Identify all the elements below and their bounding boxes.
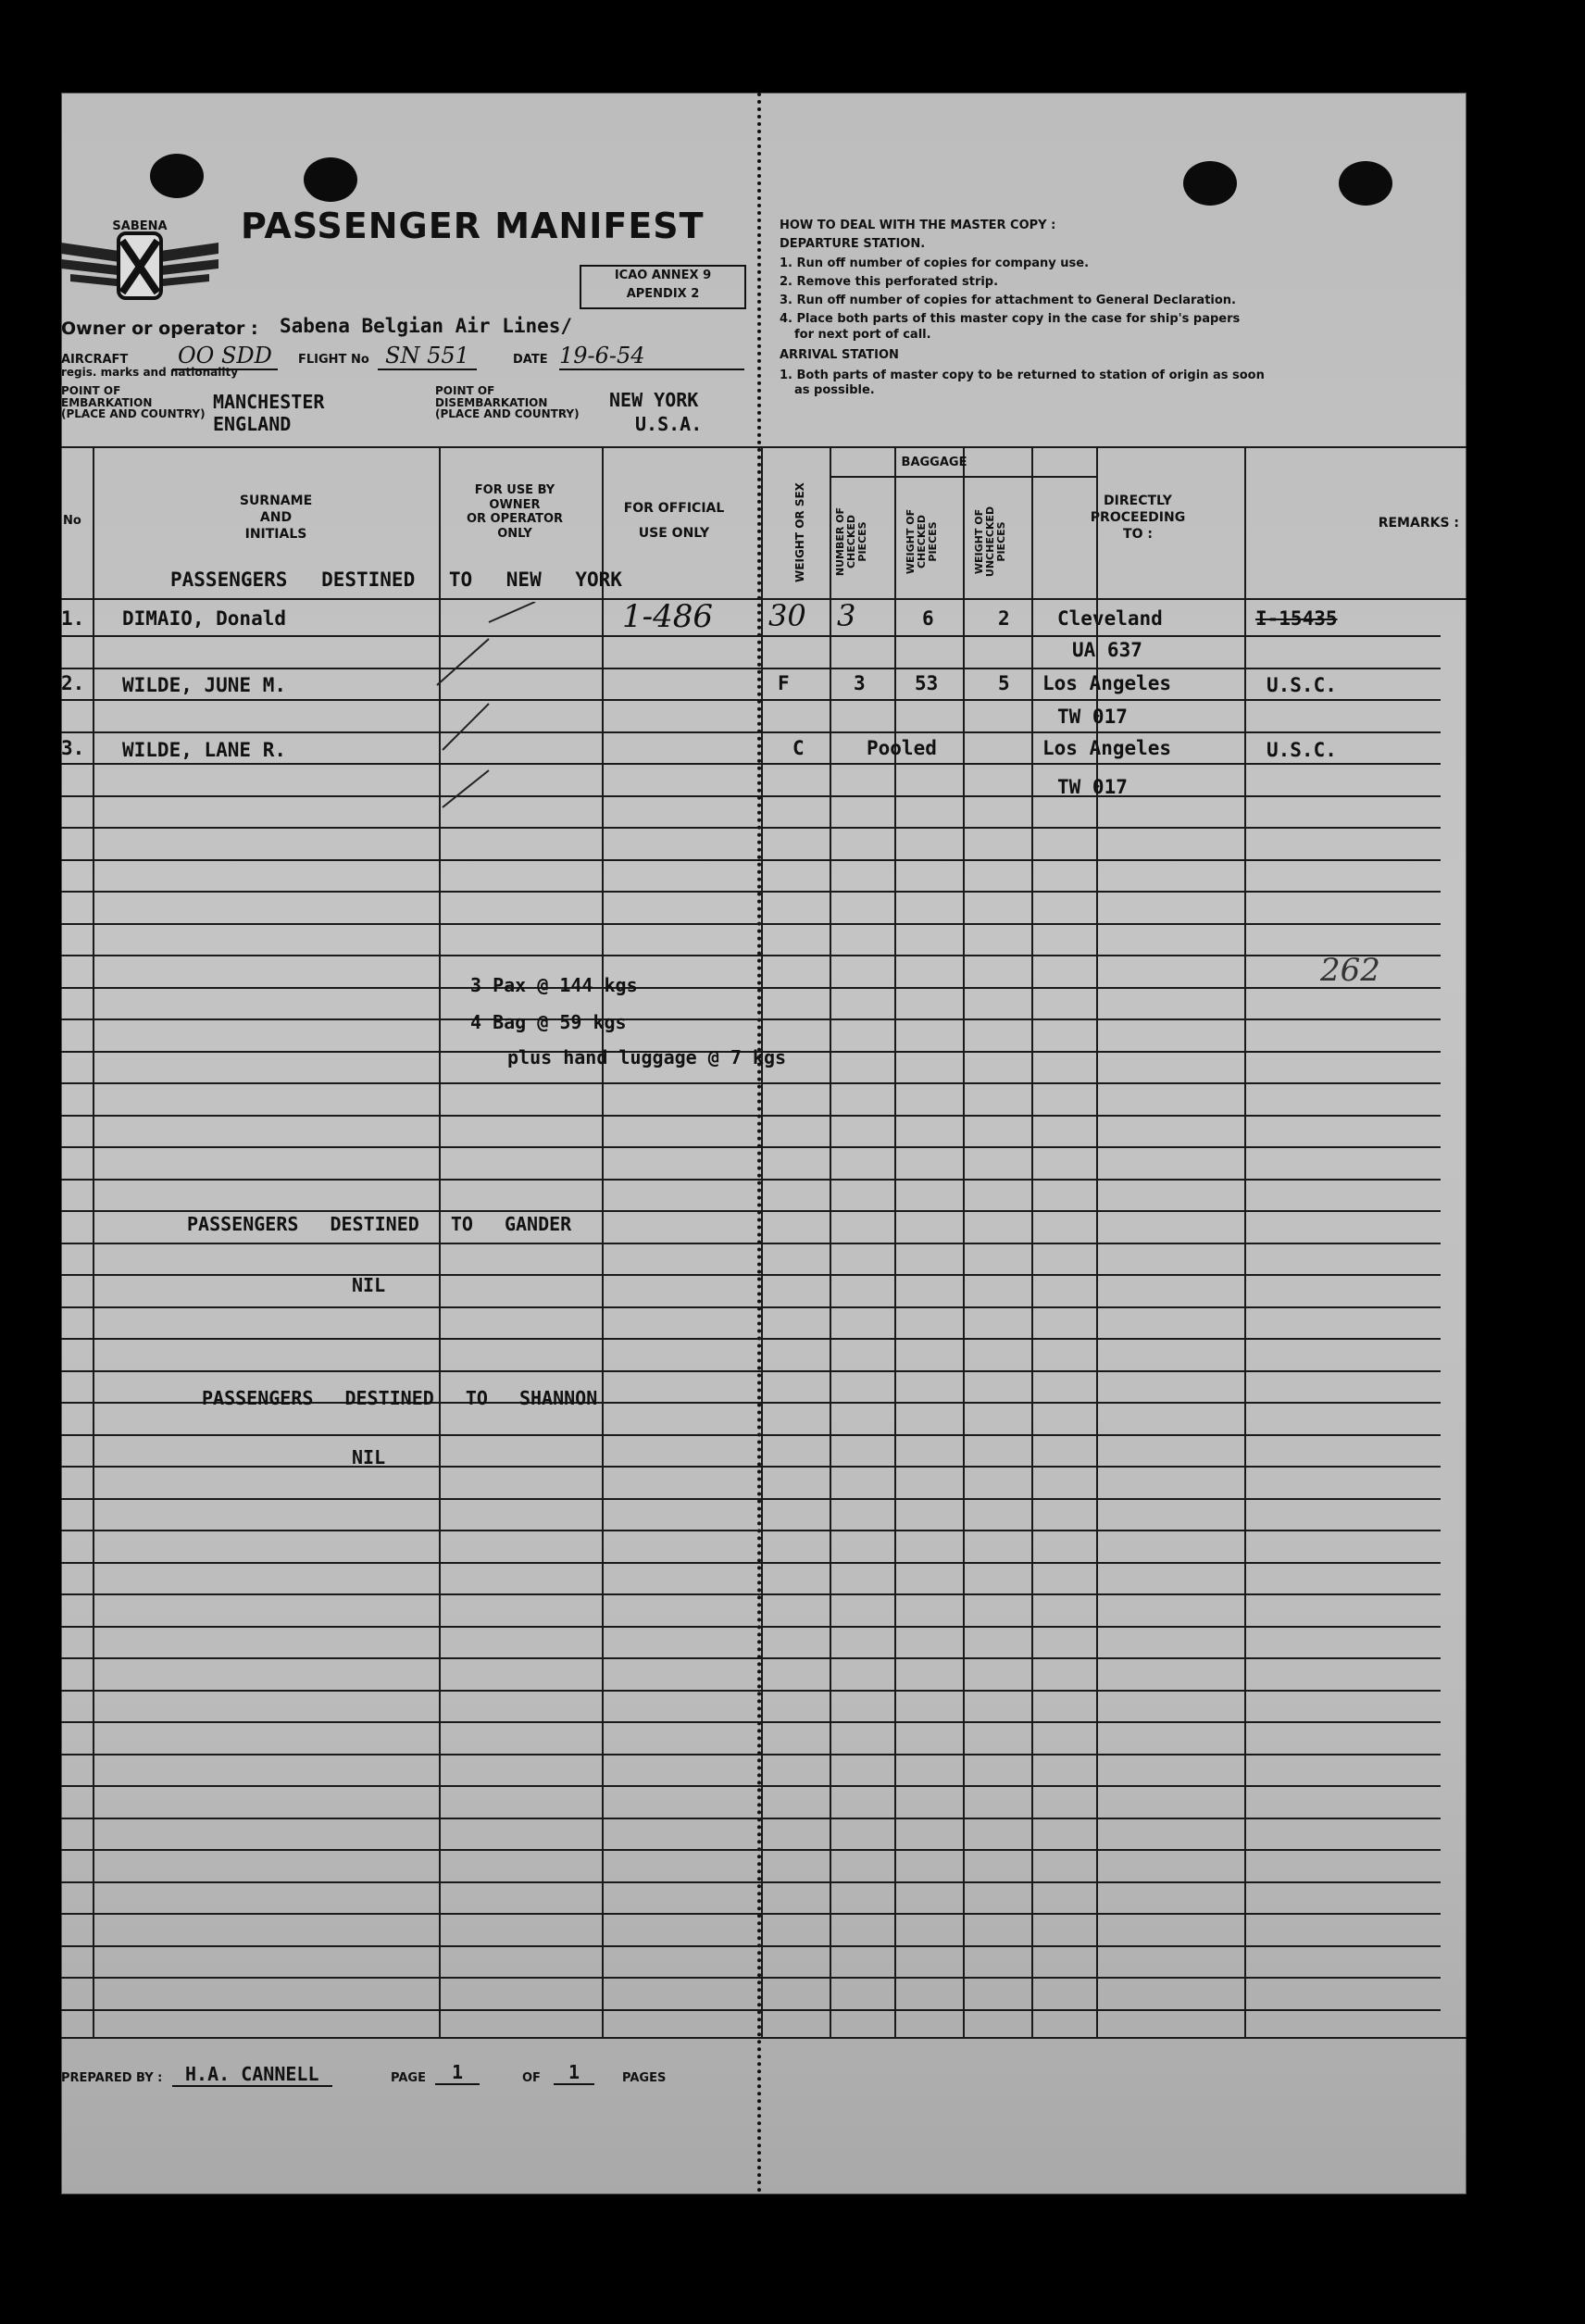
header-bottom-rule (61, 598, 1466, 600)
embark-label-2: EMBARKATION (61, 395, 153, 409)
column-rule (963, 448, 965, 2037)
aircraft-label: AIRCRAFT (61, 353, 129, 367)
header-no: No (63, 514, 81, 528)
header-directly (1042, 493, 1233, 544)
row-rule (61, 859, 1441, 861)
header-line: DIRECTLY (1104, 494, 1172, 508)
row-rule (61, 827, 1441, 829)
prepared-label: PREPARED BY : (61, 2071, 163, 2085)
disembark-label-1: POINT OF (435, 384, 495, 397)
instruction-item: 4. Place both parts of this master copy in the case for ship's papers (780, 312, 1241, 327)
flight-label: FLIGHT No (298, 353, 369, 367)
header-line: WEIGHT OF (905, 508, 917, 575)
instruction-item: 3. Run off number of copies for attachment to General Declaration. (780, 294, 1236, 307)
header-checked-weight (905, 491, 939, 593)
row-rule (61, 1274, 1441, 1276)
totals-hand: plus hand luggage @ 7 kgs (507, 1046, 787, 1068)
header-line: PIECES (927, 521, 940, 562)
header-line: AND (259, 510, 293, 526)
row-rule (61, 1306, 1441, 1308)
passenger-destination: Los Angeles (1042, 737, 1172, 759)
header-owner-use (443, 483, 587, 541)
row-rule (61, 1243, 1441, 1244)
header-line: TO : (1123, 527, 1153, 543)
passenger-destination: Cleveland (1057, 607, 1163, 630)
instruction-item: 2. Remove this perforated strip. (780, 274, 999, 289)
section-newyork: PASSENGERS DESTINED TO NEW YORK (170, 569, 622, 591)
row-rule (61, 1977, 1441, 1979)
row-rule (61, 635, 1441, 637)
passenger-pieces: Pooled (867, 737, 937, 759)
owner-check-marks (424, 602, 591, 815)
table-top-rule (61, 446, 1466, 448)
row-rule (61, 1785, 1441, 1787)
instruction-item: 1. Both parts of master copy to be returned to station of origin as soon (780, 369, 1265, 382)
header-line: WEIGHT OF (973, 508, 985, 575)
section-shannon: PASSENGERS DESTINED TO SHANNON (202, 1387, 598, 1409)
date-value: 19-6-54 (559, 343, 744, 370)
page-value: 1 (435, 2061, 480, 2085)
svg-text:SABENA: SABENA (112, 219, 168, 233)
column-rule (830, 448, 831, 2037)
row-rule (61, 1115, 1441, 1117)
header-surname (146, 493, 406, 544)
row-rule (61, 668, 1441, 669)
page-title: PASSENGER MANIFEST (241, 206, 705, 246)
row-rule (61, 1657, 1441, 1659)
embark-label-3: (PLACE AND COUNTRY) (61, 407, 206, 421)
passenger-name: WILDE, LANE R. (122, 739, 287, 761)
row-rule (61, 1721, 1441, 1723)
passenger-no: 3. (61, 737, 85, 759)
header-checked-pieces (835, 491, 868, 593)
header-line: PIECES (995, 521, 1008, 562)
shannon-nil: NIL (352, 1446, 386, 1468)
date-label: DATE (513, 353, 548, 367)
embark-value: MANCHESTER (213, 391, 325, 413)
header-line: FOR OFFICIAL (623, 501, 725, 516)
passenger-remarks: U.S.C. (1267, 739, 1337, 761)
row-rule (61, 1881, 1441, 1883)
row-rule (61, 1018, 1441, 1020)
passenger-unchecked: 5 (998, 672, 1010, 694)
row-rule (61, 1466, 1441, 1468)
disembark-label-2: DISEMBARKATION (435, 395, 548, 409)
arrival-heading: ARRIVAL STATION (780, 347, 899, 362)
header-weight-sex: WEIGHT OR SEX (793, 482, 806, 582)
header-line: NUMBER OF (834, 506, 846, 577)
row-rule (61, 1593, 1441, 1595)
row-rule (61, 891, 1441, 893)
annex-line: APENDIX 2 (626, 287, 700, 301)
passenger-name: DIMAIO, Donald (122, 607, 287, 630)
header-unchecked-weight (974, 491, 1007, 593)
of-label: OF (522, 2071, 541, 2085)
manifest-sheet (61, 93, 1466, 2194)
passenger-name: WILDE, JUNE M. (122, 674, 287, 696)
passenger-no: 1. (61, 607, 85, 630)
column-rule (602, 448, 604, 2037)
passenger-unchecked: 2 (998, 607, 1010, 630)
passenger-connection: TW 017 (1057, 706, 1128, 728)
row-rule (61, 1754, 1441, 1755)
row-rule (61, 1210, 1441, 1212)
passenger-connection: UA 637 (1072, 639, 1142, 661)
disembark-value: NEW YORK (609, 389, 699, 411)
aircraft-value: OO SDD (172, 343, 278, 370)
passenger-destination: Los Angeles (1042, 672, 1172, 694)
row-rule (61, 731, 1441, 733)
row-rule (61, 1082, 1441, 1084)
passenger-connection: TW 017 (1057, 776, 1128, 798)
header-line: OR OPERATOR (466, 512, 564, 527)
row-rule (61, 699, 1441, 701)
passenger-no: 2. (61, 672, 85, 694)
passenger-weight: 30 (768, 598, 806, 633)
header-line: INITIALS (244, 527, 307, 543)
row-rule (61, 1146, 1441, 1148)
header-line: SURNAME (239, 494, 313, 508)
embark-label-1: POINT OF (61, 384, 121, 397)
flight-value: SN 551 (378, 343, 477, 370)
passenger-pieces: 3 (854, 672, 866, 694)
owner-label: Owner or operator : (61, 319, 258, 339)
aircraft-note: regis. marks and nationality (61, 366, 239, 379)
instruction-item: as possible. (794, 383, 875, 398)
row-rule (61, 923, 1441, 925)
manifest-table-grid (61, 93, 1466, 2194)
row-rule (61, 1945, 1441, 1947)
column-rule (1244, 448, 1246, 2037)
passenger-checked-weight: 53 (915, 672, 939, 694)
annex-line: ICAO ANNEX 9 (614, 269, 712, 282)
table-bottom-rule (61, 2037, 1466, 2039)
passenger-checked-weight: 6 (922, 607, 934, 630)
stamp-number: 262 (1320, 952, 1380, 989)
row-rule (61, 1498, 1441, 1500)
instructions-heading: HOW TO DEAL WITH THE MASTER COPY : (780, 219, 1056, 232)
header-line: USE ONLY (638, 525, 710, 541)
row-rule (61, 795, 1441, 797)
passenger-pieces: 3 (837, 598, 856, 633)
disembark-label-3: (PLACE AND COUNTRY) (435, 407, 580, 421)
disembark-country: U.S.A. (635, 413, 703, 435)
page-label: PAGE (391, 2071, 426, 2085)
row-rule (61, 1434, 1441, 1436)
header-line: ONLY (497, 526, 532, 541)
header-line: PROCEEDING (1090, 510, 1186, 526)
header-official (602, 496, 746, 545)
column-rule (93, 448, 94, 2037)
row-rule (61, 1562, 1441, 1564)
row-rule (61, 1338, 1441, 1340)
passenger-official: 1-486 (622, 598, 714, 635)
row-rule (61, 1913, 1441, 1915)
embark-country: ENGLAND (213, 413, 292, 435)
passenger-remarks: I-15435 (1255, 607, 1338, 630)
row-rule (61, 1690, 1441, 1692)
passenger-remarks: U.S.C. (1267, 674, 1337, 696)
row-rule (61, 2009, 1441, 2011)
row-rule (61, 1626, 1441, 1628)
header-line: FOR USE BY (474, 483, 555, 497)
row-rule (61, 955, 1441, 956)
header-line: CHECKED (845, 514, 858, 569)
row-rule (61, 1818, 1441, 1819)
column-rule (894, 448, 896, 2037)
gander-nil: NIL (352, 1274, 386, 1296)
column-rule (761, 448, 763, 2037)
passenger-weight: C (792, 737, 805, 759)
header-line: UNCHECKED (984, 506, 997, 578)
row-rule (61, 987, 1441, 989)
owner-value: Sabena Belgian Air Lines/ (280, 315, 573, 337)
instruction-item: for next port of call. (794, 327, 931, 342)
section-gander: PASSENGERS DESTINED TO GANDER (187, 1213, 572, 1235)
row-rule (61, 1530, 1441, 1531)
totals-pax: 3 Pax @ 144 kgs (470, 974, 638, 996)
totals-bag: 4 Bag @ 59 kgs (470, 1011, 627, 1033)
row-rule (61, 1849, 1441, 1851)
header-line: PIECES (856, 521, 869, 562)
header-remarks: REMARKS : (1378, 516, 1459, 531)
header-line: CHECKED (916, 514, 929, 569)
row-rule (61, 763, 1441, 765)
header-line: OWNER (489, 497, 541, 512)
departure-heading: DEPARTURE STATION. (780, 237, 926, 252)
passenger-weight: F (778, 672, 790, 694)
instruction-item: 1. Run off number of copies for company use. (780, 256, 1090, 270)
column-rule (1031, 448, 1033, 2037)
prepared-value: H.A. CANNELL (172, 2063, 332, 2087)
of-value: 1 (554, 2061, 594, 2085)
row-rule (61, 1370, 1441, 1372)
pages-label: PAGES (622, 2071, 667, 2085)
header-baggage: BAGGAGE (901, 456, 967, 469)
row-rule (61, 1179, 1441, 1181)
